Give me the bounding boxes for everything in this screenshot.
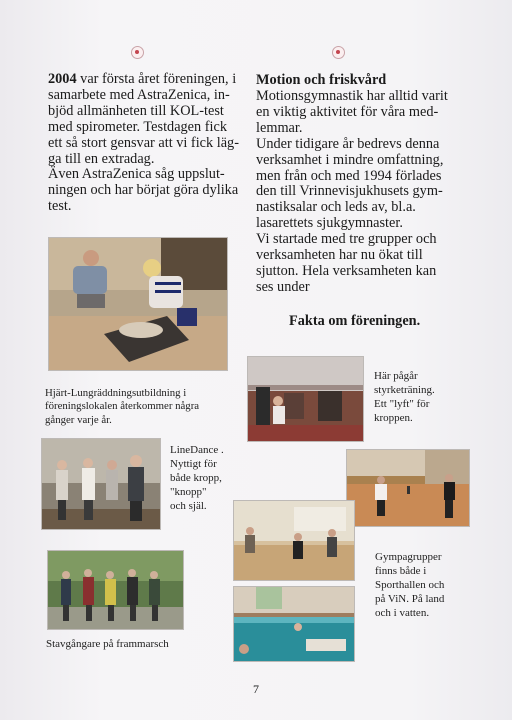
cpr-caption: Hjärt-Lungräddningsutbildning i föreningslokalen återkommer några gånger varje år. xyxy=(45,387,200,426)
intro-paragraph xyxy=(48,72,248,215)
section-heading: Motion och friskvård xyxy=(256,72,387,88)
emblem-icon xyxy=(332,46,345,59)
strength-caption: Här pågår styrketräning. Ett "lyft" för kroppen. xyxy=(374,370,435,424)
linedance-caption: LineDance . Nyttigt för både kropp, "knopp" och själ. xyxy=(170,444,224,512)
fakta-reference: Fakta om föreningen. xyxy=(289,313,421,329)
walkers-photo xyxy=(47,550,184,630)
year-label: 2004 xyxy=(48,71,77,87)
page-number: 7 xyxy=(253,682,259,696)
gym-groups-caption: Gympagrupper finns både i Sporthallen och på ViN. På land och i vatten. xyxy=(375,551,445,619)
sports-hall-photo xyxy=(346,449,470,527)
strength-training-photo xyxy=(247,356,364,442)
intro-text: var första året föreningen, i samarbete med AstraZenica, in- bjöd allmänheten till KOL-test med spirometer. Testdagen fick ett så stort gensvar att vi fick läg- ga till en extradag. Även AstraZenica såg uppslut- ningen och har börjat göra dylika test. xyxy=(48,71,239,215)
pool-photo xyxy=(233,586,355,662)
emblem-icon xyxy=(131,46,144,59)
cpr-training-photo xyxy=(48,237,228,371)
linedance-photo xyxy=(41,438,161,530)
gym-group-photo xyxy=(233,500,355,581)
walkers-caption: Stavgångare på frammarsch xyxy=(46,638,169,650)
motion-paragraph: Motionsgymnastik har alltid varit en viktig aktivitet för våra med- lemmar. Under tidigare år bedrevs denna verksamhet i mindre omfattning, men från och med 1994 förlades den till Vrinnevisjukhusets gym- nastiksalar och leds av, bl.a. lasarettets sjukgymnaster. Vi startade med tre grupper och verksamheten har nu ökat till sjutton. Hela verksamheten kan ses under xyxy=(256,88,448,295)
